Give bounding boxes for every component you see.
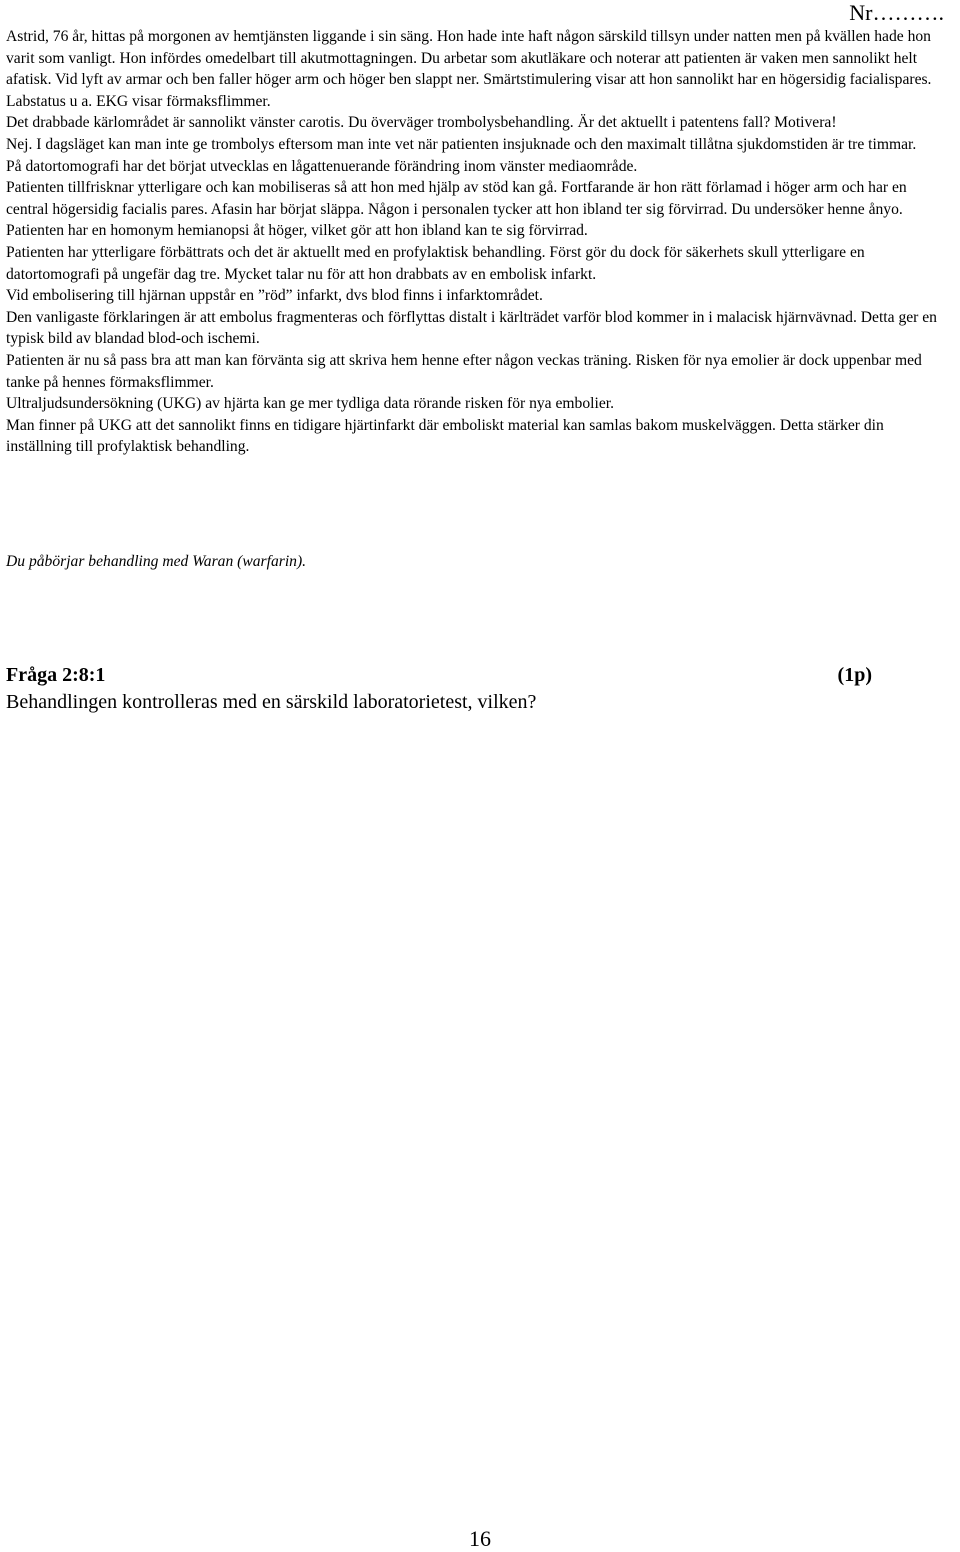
case-paragraph: Man finner på UKG att det sannolikt finns en tidigare hjärtinfarkt där emboliskt material kan samlas bakom muskelväggen. Detta stärker din inställning till profylaktisk behandling. bbox=[6, 416, 884, 456]
nr-label: Nr………. bbox=[849, 0, 944, 25]
question-text: Behandlingen kontrolleras med en särskild laboratorietest, vilken? bbox=[6, 691, 537, 713]
question-title: Fråga 2:8:1 bbox=[6, 664, 106, 686]
case-description bbox=[6, 26, 952, 458]
case-paragraph: Den vanligaste förklaringen är att embolus fragmenteras och förflyttas distalt i kärlträdet varför blod kommer in i malacisk hjärnvävnad. Detta ger en typisk bild av blandad blod-och ischemi. bbox=[6, 308, 937, 348]
case-paragraph: På datortomografi har det börjat utvecklas en lågattenuerande förändring inom vänster mediaområde. bbox=[6, 157, 638, 175]
case-paragraph: Astrid, 76 år, hittas på morgonen av hemtjänsten liggande i sin säng. Hon hade inte haft någon särskild tillsyn under natten men på kvällen hade hon varit som vanligt. Hon infördes omedelbart till akutmottagningen. Du arbetar som akutläkare och noterar att patienten är vaken men sannolikt helt afatisk. Vid lyft av armar och ben faller höger arm och höger ben slappt ner. Smärtstimulering visar att hon sannolikt har en högersidig facialispares. Labstatus u a. EKG visar förmaksflimmer. bbox=[6, 28, 932, 110]
question-header bbox=[6, 662, 872, 688]
case-paragraph: Patienten har ytterligare förbättrats och det är aktuellt med en profylaktisk behandling. Först gör du dock för säkerhets skull ytterligare en datortomografi på ungefär dag tre. Mycket talar nu för att hon drabbats av en embolisk infarkt. bbox=[6, 243, 865, 283]
question-points: (1p) bbox=[837, 664, 872, 686]
case-paragraph: Patienten är nu så pass bra att man kan förvänta sig att skriva hem henne efter någon veckas träning. Risken för nya emolier är dock uppenbar med tanke på hennes förmaksflimmer. bbox=[6, 351, 922, 391]
case-paragraph: Ultraljudsundersökning (UKG) av hjärta kan ge mer tydliga data rörande risken för nya embolier. bbox=[6, 395, 614, 413]
page-number: 16 bbox=[469, 1526, 491, 1551]
case-paragraph: Patienten har en homonym hemianopsi åt höger, vilket gör att hon ibland kan te sig förvirrad. bbox=[6, 222, 588, 240]
case-paragraph: Det drabbade kärlområdet är sannolikt vänster carotis. Du överväger trombolysbehandling. Är det aktuellt i patentens fall? Motivera! bbox=[6, 114, 837, 132]
case-paragraph: Patienten tillfrisknar ytterligare och kan mobiliseras så att hon med hjälp av stöd kan gå. Fortfarande är hon rätt förlamad i höger arm och har en central högersidig facialis pares. Afasin har börjat släppa. Någon i personalen tycker att hon ibland ter sig förvirrad. Du undersöker henne ånyo. bbox=[6, 179, 907, 218]
case-paragraph: Vid embolisering till hjärnan uppstår en ”röd” infarkt, dvs blod finns i infarktområdet. bbox=[6, 287, 543, 305]
treatment-note: Du påbörjar behandling med Waran (warfarin). bbox=[6, 553, 307, 570]
case-paragraph: Nej. I dagsläget kan man inte ge trombolys eftersom man inte vet när patienten insjuknade och den maximalt tillåtna sjukdomstiden är tre timmar. bbox=[6, 135, 917, 153]
